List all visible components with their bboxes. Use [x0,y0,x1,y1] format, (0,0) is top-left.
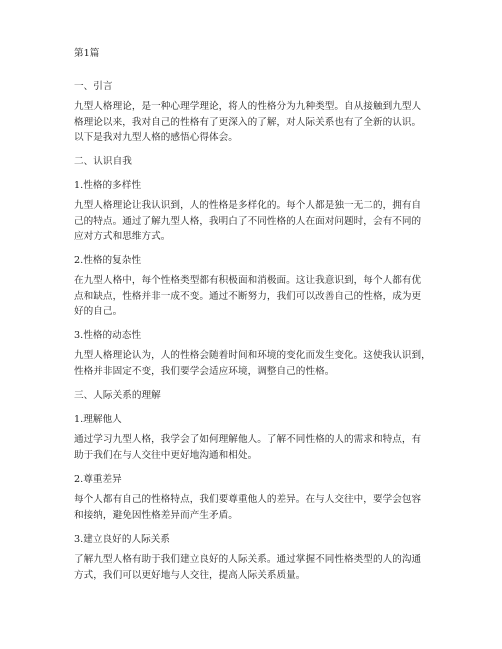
section-heading: 三、人际关系的理解 [74,390,161,401]
subsection-title: 1.性格的多样性 [74,180,142,191]
subsection-title: 1.理解他人 [74,414,122,425]
paragraph [74,552,434,583]
paragraph-line: 在九型人格中，每个性格类型都有积极面和消极面。这让我意识到，每个人都有优 [74,275,422,286]
paragraph-line: 助于我们在与人交往中更好地沟通和相处。 [74,449,258,461]
paragraph [74,432,434,463]
paragraph-line: 己的特点。通过了解九型人格，我明白了不同性格的人在面对问题时，会有不同的 [74,215,422,227]
paragraph [74,273,434,320]
intro-heading: 一、引言 [74,81,113,92]
paragraph-line: 九型人格理论让我认识到，人的性格是多样化的。每个人都是独一无二的，拥有自 [74,200,422,211]
paragraph [74,492,434,523]
paragraph [74,198,434,245]
subsection-title: 3.性格的动态性 [74,330,142,341]
paragraph [74,348,434,379]
paragraph-line: 通过学习九型人格，我学会了如何理解他人。了解不同性格的人的需求和特点，有 [74,434,422,445]
section-heading: 二、认识自我 [74,156,132,167]
paragraph-line: 九型人格理论认为，人的性格会随着时间和环境的变化而发生变化。这使我认识到， [74,350,431,361]
paragraph-line: 九型人格理论，是一种心理学理论，将人的性格分为九种类型。自从接触到九型人 [74,101,422,112]
paragraph-line: 以下是我对九型人格的感悟心得体会。 [74,132,238,143]
subsection-title: 2.性格的复杂性 [74,255,142,266]
subsection-title: 2.尊重差异 [74,474,122,485]
paragraph-line: 格理论以来，我对自己的性格有了更深入的了解，对人际关系也有了全新的认识。 [74,116,422,128]
paragraph-line: 性格并非固定不变，我们要学会适应环境，调整自己的性格。 [74,365,335,377]
paragraph-line: 应对方式和思维方式。 [74,231,171,242]
page-label: 第1篇 [74,48,100,59]
intro-paragraph [74,99,434,146]
paragraph-line: 好的自己。 [74,306,123,317]
paragraph-line: 了解九型人格有助于我们建立良好的人际关系。通过掌握不同性格类型的人的沟通 [74,554,422,565]
subsection-title: 3.建立良好的人际关系 [74,534,171,545]
paragraph-line: 和接纳，避免因性格差异而产生矛盾。 [74,509,238,521]
paragraph-line: 方式，我们可以更好地与人交往，提高人际关系质量。 [74,569,306,581]
paragraph-line: 每个人都有自己的性格特点，我们要尊重他人的差异。在与人交往中，要学会包容 [74,494,422,505]
paragraph-line: 点和缺点，性格并非一成不变。通过不断努力，我们可以改善自己的性格，成为更 [74,290,422,302]
